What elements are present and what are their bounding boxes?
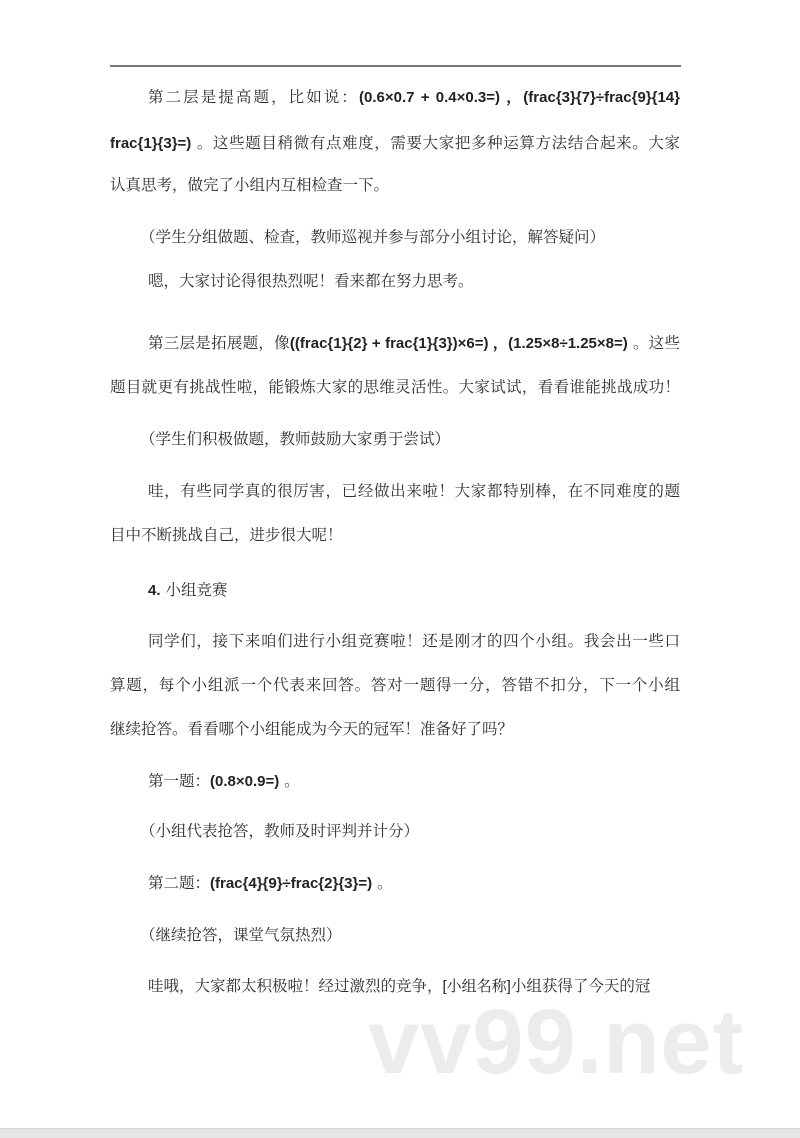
stage-direction: （小组代表抢答，教师及时评判并计分） xyxy=(140,822,420,840)
text: 第二题： xyxy=(148,874,211,892)
paragraph-line xyxy=(148,333,680,353)
math-expression: frac{1}{3}=) xyxy=(110,135,192,152)
header-rule xyxy=(110,65,681,67)
math-expression: (0.6×0.7 + 0.4×0.3=) ，(frac{3}{7}÷frac{9}{14} xyxy=(359,89,680,106)
paragraph-line: 认真思考，做完了小组内互相检查一下。 xyxy=(110,176,390,194)
paragraph-line: 嗯，大家讨论得很热烈呢！看来都在努力思考。 xyxy=(148,272,474,290)
text: 。 xyxy=(372,874,393,892)
paragraph-line: 继续抢答。看看哪个小组能成为今天的冠军！准备好了吗？ xyxy=(110,720,514,738)
section-heading xyxy=(148,580,227,601)
section-number: 4. xyxy=(148,582,161,599)
paragraph-line: 同学们，接下来咱们进行小组竞赛啦！还是刚才的四个小组。我会出一些口 xyxy=(148,632,680,650)
stage-direction: （学生们积极做题，教师鼓励大家勇于尝试） xyxy=(140,430,451,448)
paragraph-line xyxy=(110,133,680,153)
math-expression: ((frac{1}{2} + frac{1}{3})×6=) ，(1.25×8÷1.25×8=) xyxy=(289,335,628,352)
watermark: vv99.net xyxy=(368,991,745,1093)
question-2 xyxy=(148,873,393,894)
text: 哇哦，大家都太积极啦！经过激烈的竞争， xyxy=(148,977,443,995)
paragraph-line: 目中不断挑战自己，进步很大呢！ xyxy=(110,526,343,544)
text: 。 xyxy=(279,772,300,790)
question-1 xyxy=(148,771,300,792)
paragraph-line: 算题，每个小组派一个代表来回答。答对一题得一分，答错不扣分，下一个小组 xyxy=(110,676,680,694)
paragraph-line: 题目就更有挑战性啦，能锻炼大家的思维灵活性。大家试试，看看谁能挑战成功！ xyxy=(110,378,680,396)
stage-direction: （学生分组做题、检查，教师巡视并参与部分小组讨论，解答疑问） xyxy=(140,228,606,246)
placeholder-text: [小组名称] xyxy=(442,978,511,995)
text: 。这些题目稍微有点难度，需要大家把多种运算方法结合起来。大家 xyxy=(191,134,680,152)
paragraph-line: 哇，有些同学真的很厉害，已经做出来啦！大家都特别棒，在不同难度的题 xyxy=(148,482,680,500)
math-expression: (frac{4}{9}÷frac{2}{3}=) xyxy=(210,875,373,892)
text: 第一题： xyxy=(148,772,211,790)
paragraph-line xyxy=(148,87,680,107)
stage-direction: （继续抢答，课堂气氛热烈） xyxy=(140,926,342,944)
text: 第二层是提高题，比如说： xyxy=(148,88,360,106)
text: 小组获得了今天的冠 xyxy=(510,977,651,995)
text: 。这些 xyxy=(627,334,680,352)
math-expression: (0.8×0.9=) xyxy=(210,773,280,790)
section-title: 小组竞赛 xyxy=(160,581,228,599)
text: 第三层是拓展题，像 xyxy=(148,334,290,352)
